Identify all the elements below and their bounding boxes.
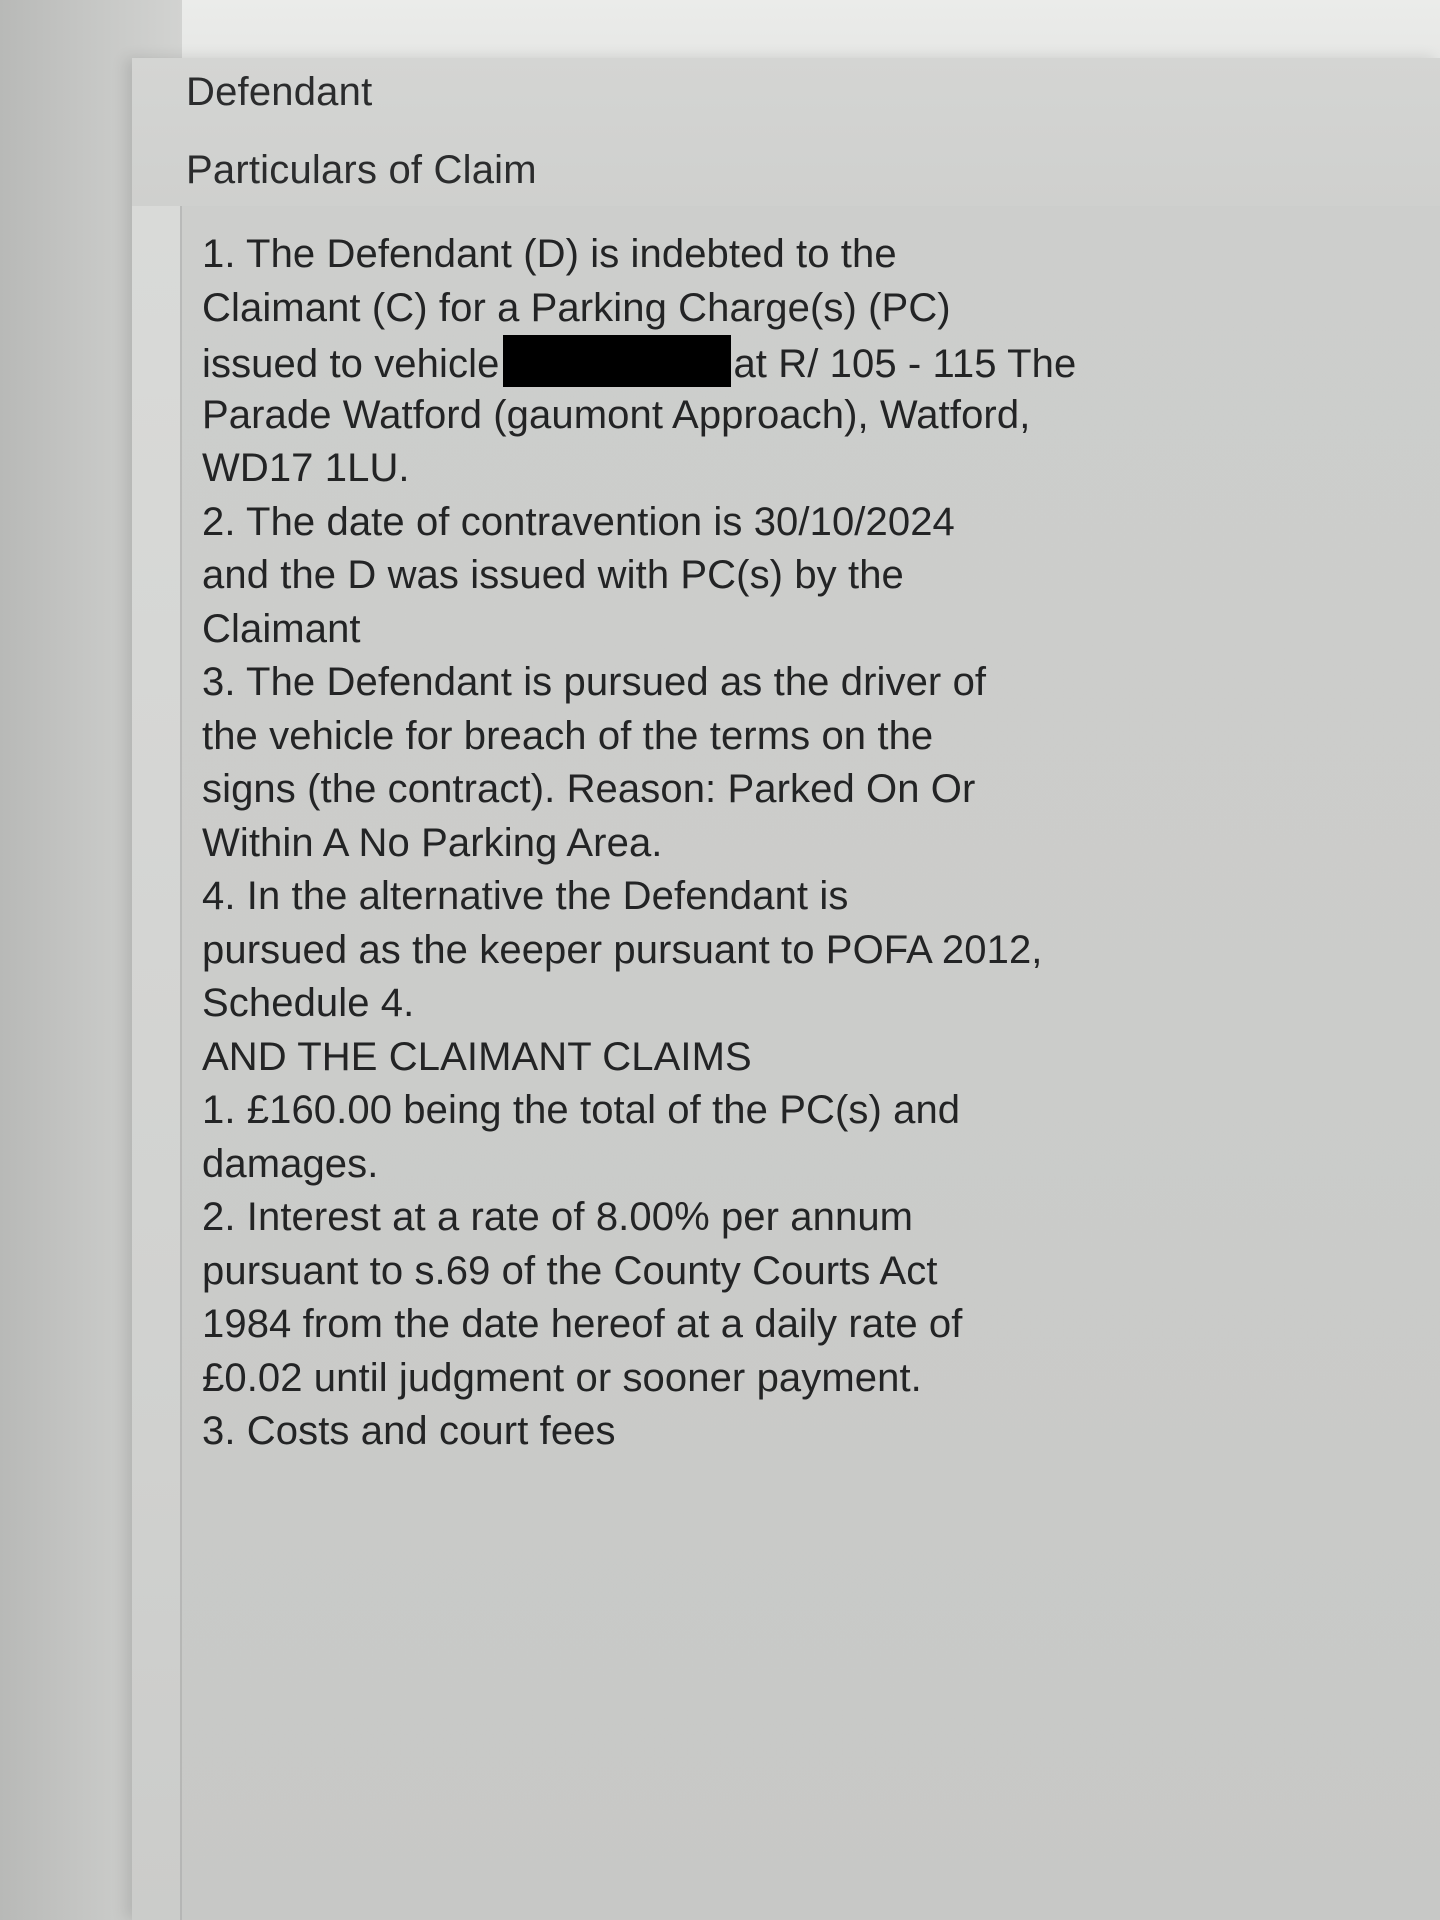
vehicle-label: issued to vehicle xyxy=(202,342,500,386)
claims-heading: AND THE CLAIMANT CLAIMS xyxy=(202,1034,752,1079)
paragraph-2-line-2: and the D was issued with PC(s) by the xyxy=(202,553,904,597)
paragraph-3-line-1: 3. The Defendant is pursued as the driver of xyxy=(202,660,987,704)
paragraph-1-line-4: Parade Watford (gaumont Approach), Watford, xyxy=(202,392,1031,437)
particulars-text xyxy=(202,228,1362,1459)
claim-1-line-2: damages. xyxy=(202,1141,379,1186)
claim-2-line-2: pursuant to s.69 of the County Courts Act xyxy=(202,1248,938,1293)
claim-2-line-1: 2. Interest at a rate of 8.00% per annum xyxy=(202,1195,914,1239)
redacted-registration xyxy=(503,335,731,387)
paragraph-3-line-3: signs (the contract). Reason: Parked On Or xyxy=(202,767,976,811)
paragraph-3-line-2: the vehicle for breach of the terms on the xyxy=(202,713,934,758)
paragraph-1-line-5: WD17 1LU. xyxy=(202,446,410,490)
paragraph-1-line-3 xyxy=(202,335,1362,389)
paragraph-1-line-2: Claimant (C) for a Parking Charge(s) (PC) xyxy=(202,285,951,330)
location-text: at R/ 105 - 115 The xyxy=(733,342,1077,386)
claim-2-line-3: 1984 from the date hereof at a daily rate of xyxy=(202,1302,963,1346)
claim-3-line-1: 3. Costs and court fees xyxy=(202,1409,616,1453)
section-title: Particulars of Claim xyxy=(186,148,537,192)
claim-2-line-4: £0.02 until judgment or sooner payment. xyxy=(202,1355,922,1400)
paragraph-4-line-3: Schedule 4. xyxy=(202,981,415,1025)
paragraph-2-line-3: Claimant xyxy=(202,606,361,651)
paragraph-1-line-1: 1. The Defendant (D) is indebted to the xyxy=(202,232,897,276)
claim-1-line-1: 1. £160.00 being the total of the PC(s) and xyxy=(202,1088,961,1132)
paragraph-4-line-2: pursued as the keeper pursuant to POFA 2012, xyxy=(202,927,1043,972)
paragraph-2-line-1: 2. The date of contravention is 30/10/2024 xyxy=(202,499,955,544)
paragraph-3-line-4: Within A No Parking Area. xyxy=(202,820,663,865)
party-label: Defendant xyxy=(186,70,373,114)
paragraph-4-line-1: 4. In the alternative the Defendant is xyxy=(202,874,849,918)
top-paper-sheet xyxy=(182,0,1440,66)
